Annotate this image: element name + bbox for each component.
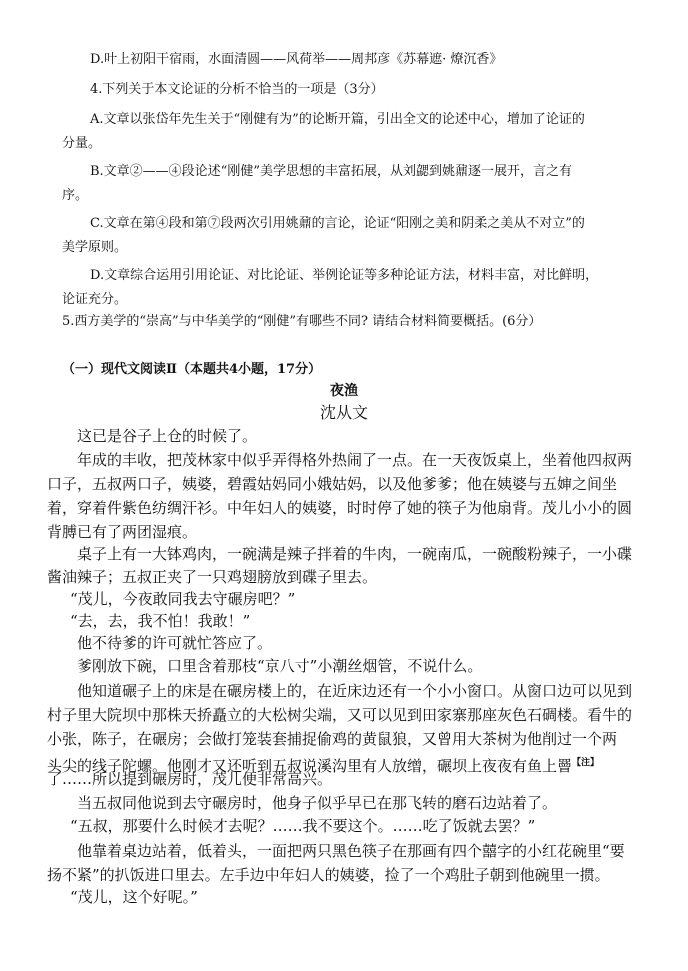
dialogue-line: “茂儿，这个好呢。” <box>70 888 198 906</box>
story-line: 扬不紧”的扒饭进口里去。左手边中年妇人的姨婆，捡了一个鸡肚子朝到他碗里一掼。 <box>47 866 610 884</box>
option-d2-line-2: 论证充分。 <box>62 292 128 307</box>
story-line: 口子，五叔两口子，姨婆，碧霞姑妈同小娥姑妈，以及他爹爹；他在姨婆与五婶之间坐 <box>47 475 618 493</box>
option-a-line-2: 分量。 <box>62 136 102 151</box>
option-c-line-2: 美学原则。 <box>62 240 128 255</box>
option-c-line-1: C.文章在第④段和第⑦段两次引用姚鼐的言论，论证“阳刚之美和阴柔之美从不对立”的 <box>90 216 585 231</box>
question-4-line: 4.下列关于本文论证的分析不恰当的一项是（3分） <box>90 82 384 97</box>
dialogue-line: “茂儿，今夜敢同我去守碾房吧？” <box>70 590 296 608</box>
story-line: 村子里大院坝中那株天挢矗立的大松树尖端，又可以见到田家寨那座灰色石碉楼。看牛的 <box>47 706 633 724</box>
story-line: 酱油辣子；五叔正夹了一只鸡翅膀放到碟子里去。 <box>47 568 378 586</box>
story-line: 背膊已有了两团湿痕。 <box>47 523 198 541</box>
story-paragraph: 他靠着桌边站着，低着头，一面把两只黑色筷子在那画有四个囍字的小红花碗里“要 <box>77 842 625 860</box>
option-d2-line-1: D.文章综合运用引用论证、对比论证、举例论证等多种论证方法，材料丰富，对比鲜明， <box>90 268 599 283</box>
story-line-text: 头尖的线子陀螺。他刚才又还听到五叔说溪沟里有人放缯，碾坝上夜夜有鱼上罾 <box>47 757 573 775</box>
story-paragraph: 他知道碾子上的床是在碾房楼上的，在近床边还有一个小小窗口。从窗口边可以见到 <box>77 682 633 700</box>
dialogue-line: “五叔，那要什么时候才去呢？……我不要这个。……吃了饭就去罢？” <box>70 817 536 835</box>
dialogue-line: “去，去，我不怕！我敢！” <box>70 612 251 630</box>
story-author: 沈从文 <box>319 403 368 422</box>
option-a-line-1: A.文章以张岱年先生关于“刚健有为”的论断开篇，引出全文的论述中心，增加了论证的 <box>90 112 585 127</box>
story-paragraph: 爹刚放下碗，口里含着那枝“京八寸”小潮丝烟管，不说什么。 <box>77 657 483 675</box>
option-b-line-2: 序。 <box>62 188 89 203</box>
story-paragraph: 年成的丰收，把茂林家中似乎弄得格外热闹了一点。在一天夜饭桌上，坐着他四叔两 <box>77 451 633 469</box>
section-header: （一）现代文阅读Ⅱ（本题共4小题，17分） <box>62 362 322 377</box>
note-marker: 【注】 <box>572 758 600 768</box>
story-line: 小张，陈子，在碾房；会做打笼装套捕捉偷鸡的黄鼠狼，又曾用大茶树为他削过一个两 <box>47 730 618 748</box>
question-5-line: 5.西方美学的“崇高”与中华美学的“刚健”有哪些不同? 请结合材料简要概括。(6分） <box>62 314 542 329</box>
story-line: 了……所以提到碾房时，茂儿便非常高兴。 <box>47 770 333 788</box>
story-paragraph: 他不待爹的许可就忙答应了。 <box>77 634 273 652</box>
story-paragraph: 桌子上有一大钵鸡肉，一碗满是辣子拌着的牛肉，一碗南瓜，一碗酸粉辣子，一小碟 <box>77 545 633 563</box>
story-line: 着，穿着件紫色纺绸汗衫。中年妇人的姨婆，时时停了她的筷子为他扇背。茂儿小小的圆 <box>47 499 633 517</box>
option-b-line-1: B.文章②——④段论述“刚健”美学思想的丰富拓展，从刘勰到姚鼐逐一展开，言之有 <box>90 164 572 179</box>
story-paragraph: 这已是谷子上仓的时候了。 <box>77 427 258 445</box>
option-d-line: D.叶上初阳干宿雨，水面清圆——风荷举——周邦彦《苏幕遮· 燎沉香》 <box>90 52 503 67</box>
story-title: 夜渔 <box>330 383 358 399</box>
story-paragraph: 当五叔同他说到去守碾房时，他身子似乎早已在那飞转的磨石边站着了。 <box>77 794 558 812</box>
